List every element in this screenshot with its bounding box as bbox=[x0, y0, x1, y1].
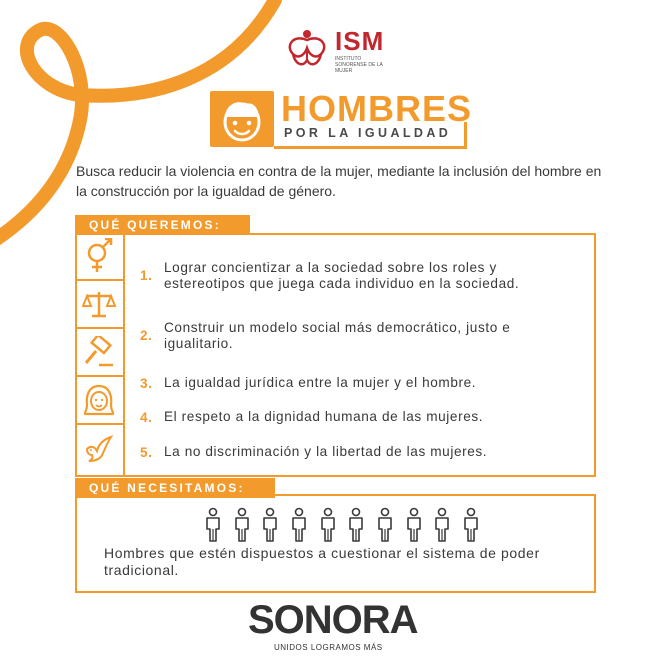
man-figure-icon bbox=[462, 507, 480, 543]
woman-face-icon bbox=[82, 383, 116, 417]
icon-cell-4 bbox=[75, 377, 123, 425]
boy-face-icon bbox=[210, 91, 274, 147]
goal-text: El respeto a la dignidad humana de las mujeres. bbox=[164, 409, 484, 424]
man-figure-icon bbox=[204, 507, 222, 543]
sonora-wordmark: SONORA bbox=[248, 598, 418, 642]
goal-text: La no discriminación y la libertad de las mujeres. bbox=[164, 444, 488, 459]
gender-symbol-icon bbox=[84, 238, 114, 274]
scales-icon bbox=[82, 289, 116, 319]
goal-text: Lograr concientizar a la sociedad sobre los roles y estereotipos que juega cada individuo en la sociedad. bbox=[164, 260, 520, 291]
icon-cell-1 bbox=[75, 233, 123, 281]
goal-number: 2. bbox=[140, 328, 153, 343]
man-figure-icon bbox=[233, 507, 251, 543]
man-figure-icon bbox=[347, 507, 365, 543]
ism-title: ISM bbox=[335, 26, 385, 56]
man-figure-icon bbox=[433, 507, 451, 543]
ism-subtitle: INSTITUTO SONORENSE DE LA MUJER bbox=[335, 56, 383, 74]
man-figure-icon bbox=[405, 507, 423, 543]
sonora-tagline: UNIDOS LOGRAMOS MÁS bbox=[274, 643, 383, 652]
ism-logo bbox=[283, 24, 393, 72]
goal-number: 3. bbox=[140, 376, 153, 391]
men-figures-row bbox=[204, 507, 480, 543]
sonora-logo bbox=[248, 598, 428, 658]
necesitamos-text: Hombres que estén dispuestos a cuestionar el sistema de poder tradicional. bbox=[104, 545, 540, 578]
header-icon-box bbox=[210, 91, 274, 147]
icon-cell-5 bbox=[75, 425, 123, 475]
goal-text: La igualdad jurídica entre la mujer y el hombre. bbox=[164, 375, 477, 390]
queremos-label: QUÉ QUEREMOS: bbox=[75, 215, 250, 235]
goal-text: Construir un modelo social más democrático, justo e igualitario. bbox=[164, 320, 511, 351]
goal-number: 4. bbox=[140, 410, 153, 425]
man-figure-icon bbox=[319, 507, 337, 543]
page-title: HOMBRES bbox=[281, 88, 473, 129]
icon-cell-3 bbox=[75, 329, 123, 377]
intro-text: Busca reducir la violencia en contra de la mujer, mediante la inclusión del hombre en la construcción por la igualdad de género. bbox=[76, 163, 602, 199]
goal-number: 1. bbox=[140, 268, 153, 283]
queremos-icon-column bbox=[75, 233, 125, 476]
page-subtitle: POR LA IGUALDAD bbox=[284, 126, 452, 140]
ism-flower-icon bbox=[283, 24, 331, 70]
necesitamos-label: QUÉ NECESITAMOS: bbox=[75, 478, 275, 498]
man-figure-icon bbox=[376, 507, 394, 543]
goal-number: 5. bbox=[140, 445, 153, 460]
icon-cell-2 bbox=[75, 281, 123, 329]
gavel-icon bbox=[83, 336, 115, 368]
dove-icon bbox=[83, 435, 115, 465]
man-figure-icon bbox=[261, 507, 279, 543]
man-figure-icon bbox=[290, 507, 308, 543]
